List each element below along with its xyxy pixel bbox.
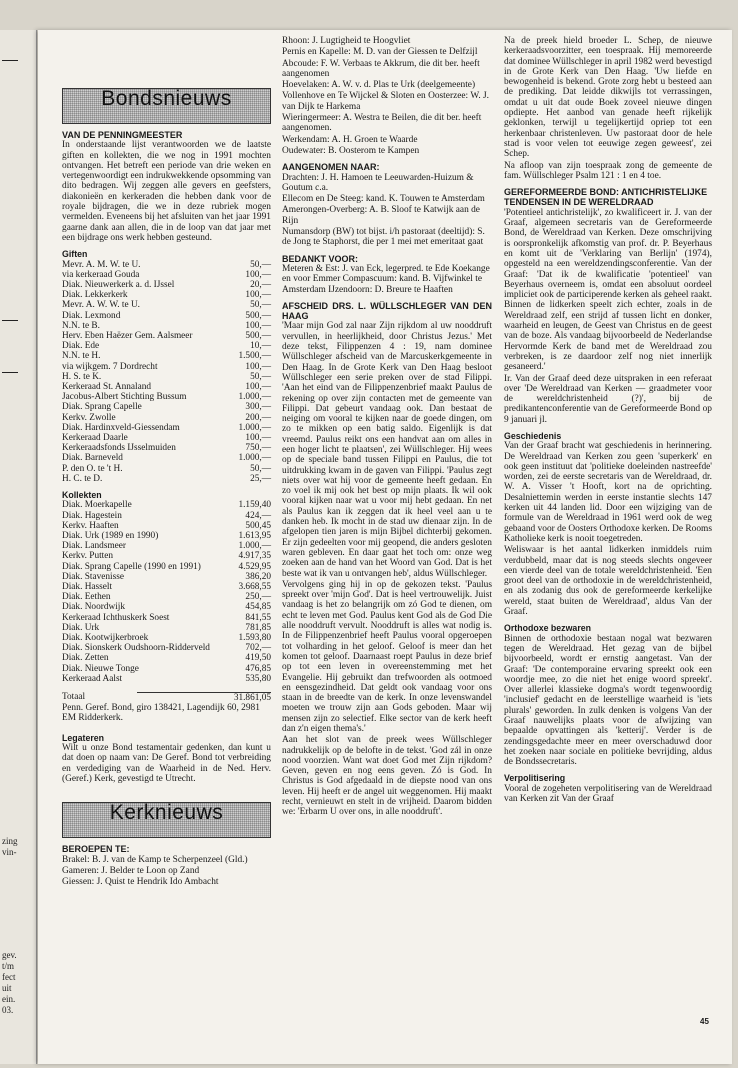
afscheid-paragraph: Na de preek hield broeder L. Schep, de nieuwe kerkeraadsvoorzitter, een toespraak. Hij memoreerde dat dominee Wüllschleger in april 1982 werd bevestigd in de Grote Kerk van Den Haag. 'Uw liefde en bewogenheid is bekend. Grote zorg hebt u besteed aan de prediking. Dat leidde dikwijls tot verrassingen, omdat u uit dat oude Boek zoveel nieuwe dingen opdiepte. Het aanbod van genade heeft rijkelijk geklonken, terwijl u tegelijkertijd opriep tot een herkenbaar christenleven. Uw pastoraat door de hele stad is voor velen tot eeuwige zegen geweest', zei Schep.: [504, 36, 712, 160]
column-3: [504, 36, 712, 805]
kollekte-amount: 419,50: [245, 653, 271, 664]
list-item: [62, 290, 271, 300]
gift-amount: 500,—: [245, 310, 271, 321]
gift-name: Diak. Lexmond: [62, 310, 121, 321]
bedankt-text: Meteren & Est: J. van Eck, legerpred. te Ede Koekange en voor Emmer Compascuum: kand. B. Vijfwinkel te Amsterdam IJzendoorn: D. Breure te Haaften: [282, 263, 490, 295]
list-item: [62, 562, 271, 572]
kollekte-amount: 4.529,95: [238, 561, 271, 572]
gift-amount: 20,—: [250, 279, 271, 290]
geschiedenis-paragraph: Van der Graaf bracht wat geschiedenis in herinnering. De Wereldraad van Kerken zou geen 'superkerk' en ook geen instituut dat 'politieke doeleinden nastreefde' worden, zei de eerste secretaris van de Wereldraad, dr. W. A. Visser 't Hooft, kort na de oprichting. Desalniettemin werden in eerste instantie slechts 147 kerken uit 44 landen lid. Door een wijziging van de formule van de Wereldraad in 1961 werd ook de weg gebaand voor de Oosters Orthodoxe kerken. De Rooms Katholieke kerk is nooit toegetreden.: [504, 441, 712, 544]
beroep-item: Brakel: B. J. van de Kamp te Scherpenzeel (Gld.): [62, 854, 248, 865]
afscheid-paragraph: Na afloop van zijn toespraak zong de gemeente de fam. Wüllschleger Psalm 121 : 1 en 4 toe.: [504, 160, 712, 181]
bedankt-heading: BEDANKT VOOR:: [282, 253, 358, 264]
beroep-item: Gameren: J. Belder te Loon op Zand: [62, 865, 200, 876]
kollekte-name: Diak. Hasselt: [62, 581, 113, 592]
list-item: [62, 270, 271, 280]
beroep-item: Wieringermeer: A. Westra te Beilen, die dit ber. heeft aangenomen.: [282, 113, 482, 134]
list-item: [62, 521, 271, 531]
aangenomen-item: Numansdorp (BW) tot bijst. i/h pastoraat (deeltijd): S. de Jong te Staphorst, die per 1 mei met emeritaat gaat: [282, 227, 485, 248]
giften-list: [62, 260, 271, 484]
giften-heading: Giften: [62, 249, 88, 260]
list-item: [62, 602, 271, 612]
afscheid-paragraph: 'Maar mijn God zal naar Zijn rijkdom al uw nooddruft vervullen, in heerlijkheid, door Christus Jezus.' Met deze tekst, Filippenzen 4 : 19, nam dominee Wüllschleger afscheid van de Marcuskerkgemeente in Den Haag. In de Grote Kerk van Den Haag besloot Wüllschleger een serie preken over de stad Filippi. 'Aan het eind van de Filippenzenbrief maakt Paulus de rekening op over zijn contacten met de gemeente van Filippi. Dat gebeurt vandaag ook. Dan bestaat de neiging om vooral te kijken naar de goede dingen, om zo te mikken op een batig saldo. Eigenlijk is dat vreemd. Paulus reikt ons een handvat aan om alles in een hoger licht te plaatsen', zei Wüllschleger. Hij wees op de speciale band tussen Filippi en Paulus, die tot uitdrukking kwam in de gaven van Filippi. 'Paulus zegt niets over wat hij voor de gemeente heeft gedaan. En zo voel ik mij ook het best op mijn plaats. Ik wil ook vooral kijken naar wat u voor mij hebt gedaan. En net als Paulus kan ik zeggen dat ik heel veel aan u te danken heb. Ik mocht in de stad uw dienaar zijn. In de afgelopen tien jaren is mijn Bijbel dichterbij gekomen. Er zijn gedeelten voor mij geopend, die anders gesloten waren gebleven. En daar gaat het toch om: onze weg zoeken aan de hand van het Woord van God. Dat is het beste wat ik van u ontvangen heb', aldus Wüllschleger.: [282, 321, 492, 579]
column-1: [62, 88, 271, 888]
prev-page-fragment: ein.: [2, 994, 16, 1004]
afscheid-paragraph: Aan het slot van de preek wees Wüllschleger nadrukkelijk op de belofte in de tekst. 'God zál in onze nood voorzien. Want wat doet God met Zijn rijkdom? Geven, geven en nog eens geven. Zó is God. In Christus is God afgedaald in de diepste nood van ons leven. Hij heeft er de angel uit weggenomen. Hij maakt recht, vernieuwt en stelt in de vrijheid. Daarom bidden we: 'Erbarm U over ons, in alle nooddruft'.: [282, 735, 492, 818]
gift-name: Kerkeraad Daarle: [62, 433, 128, 444]
list-item: [62, 643, 271, 653]
gift-amount: 25,—: [250, 473, 271, 484]
gift-name: Diak. Nieuwerkerk a. d. IJssel: [62, 279, 175, 290]
gift-amount: 750,—: [245, 443, 271, 454]
gift-amount: 500,—: [245, 330, 271, 341]
prev-page-fragment: t/m: [2, 961, 15, 971]
kollekte-name: Diak. Landsmeer: [62, 541, 127, 552]
gift-amount: 1.500,—: [238, 351, 271, 362]
kollekten-heading: Kollekten: [62, 490, 102, 501]
list-item: [62, 300, 271, 310]
kollekte-amount: 1.159,40: [238, 500, 271, 511]
list-item: [62, 341, 271, 351]
gift-name: via wijkgem. 7 Dordrecht: [62, 361, 158, 372]
gift-amount: 1.000,—: [238, 453, 271, 464]
kerknieuws-banner: [62, 802, 271, 838]
gift-name: Diak. Hardinxveld-Giessendam: [62, 422, 180, 433]
kollekte-name: Diak. Stavenisse: [62, 571, 124, 582]
list-item: [62, 582, 271, 592]
kollekte-amount: 841,55: [245, 612, 271, 623]
prev-page-fragment: vin-: [2, 847, 17, 857]
gift-name: Herv. Eben Haëzer Gem. Aalsmeer: [62, 330, 193, 341]
gereformeerde-paragraph: 'Potentieel antichristelijk', zo kwalificeert ir. J. van der Graaf, algemeen secretaris van de Gereformeerde Bond, de Wereldraad van Kerken. Deze omschrijving is oorspronkelijk afkomstig van prof. dr. P. Beyerhaus en komt uit de 'Verklaring van Berlijn' (1974), opgesteld na een wereldzendingsconferentie. Van der Graaf: 'Dat ik de kwalificatie 'potentieel' van Beyerhaus overneem is, omdat een absoluut oordeel impliciet ook de participerende kerken als geheel raakt. Binnen de lidkerken speelt zich echter, zoals in de Wereldraad zelf, een strijd af tussen licht en donker, waarheid en leugen, de Geest van Christus en de geest van de boze. Als vandaag bijvoorbeeld de Nederlandse Hervormde Kerk de band met de Wereldraad zou verbreken, is ze daardoor zelf nog niet innerlijk gesaneerd.': [504, 207, 712, 373]
kollekte-amount: 3.668,55: [238, 581, 271, 592]
beroep-item: Vollenhove en Te Wijckel & Sloten en Oosterzee: W. J. van Dijk te Harkema: [282, 91, 489, 112]
kollekte-name: Diak. Moerkapelle: [62, 500, 132, 511]
list-item: [62, 443, 271, 453]
aangenomen-item: Amerongen-Overberg: A. B. Sloof te Katwijk aan de Rijn: [282, 205, 480, 226]
kollekte-amount: 476,85: [245, 663, 271, 674]
gift-amount: 10,—: [250, 341, 271, 352]
geschiedenis-heading: Geschiedenis: [504, 430, 562, 441]
list-item: [62, 500, 271, 510]
beroep-item: Rhoon: J. Lugtigheid te Hoogvliet: [282, 36, 411, 46]
gift-name: N.N. te H.: [62, 351, 101, 362]
gift-name: Kerkv. Zwolle: [62, 412, 116, 423]
previous-page-edge: [0, 30, 37, 1064]
kollekte-amount: 454,85: [245, 602, 271, 613]
list-item: [62, 413, 271, 423]
list-item: [62, 511, 271, 521]
list-item: [62, 331, 271, 341]
kollekte-name: Diak. Nieuwe Tonge: [62, 663, 139, 674]
beroepen-heading: BEROEPEN TE:: [62, 844, 130, 855]
gift-name: Diak. Sprang Capelle: [62, 402, 142, 413]
kollekte-name: Diak. Urk (1989 en 1990): [62, 530, 159, 541]
list-item: [62, 362, 271, 372]
kollekte-name: Kerkeraad Aalst: [62, 673, 123, 684]
gift-name: H. C. te D.: [62, 473, 103, 484]
gift-amount: 100,—: [245, 320, 271, 331]
aangenomen-item: Ellecom en De Steeg: kand. K. Touwen te Amsterdam: [282, 194, 485, 205]
gift-name: H. S. te K.: [62, 371, 102, 382]
list-item: [62, 280, 271, 290]
bondsnieuws-banner: [62, 88, 271, 124]
kollekte-name: Diak. Sionskerk Oudshoorn-Ridderveld: [62, 643, 210, 654]
list-item: [62, 260, 271, 270]
gift-amount: 1.000,—: [238, 422, 271, 433]
list-item: [62, 372, 271, 382]
list-item: [62, 392, 271, 402]
beroep-item: Oudewater: B. Oosterom te Kampen: [282, 145, 420, 156]
list-item: [62, 664, 271, 674]
beroep-item: Giessen: J. Quist te Hendrik Ido Ambacht: [62, 877, 219, 888]
list-item: [62, 592, 271, 602]
kollekten-list: [62, 500, 271, 684]
page-number: 45: [700, 1017, 709, 1026]
gift-amount: 200,—: [245, 412, 271, 423]
gift-name: Kerkeraadsfonds IJsselmuiden: [62, 443, 176, 454]
list-item: [62, 351, 271, 361]
list-item: [62, 423, 271, 433]
gift-name: Kerkeraad St. Annaland: [62, 382, 152, 392]
gift-name: Mevr. A. W. W. te U.: [62, 300, 140, 311]
kollekte-name: Kerkeraad Ichthuskerk Soest: [62, 612, 170, 623]
gereformeerde-paragraph: Ir. Van der Graaf deed deze uitspraken in een referaat over 'De Wereldraad van Kerken — graadmeter voor de wereldchristenheid (?)', bij de predikantenconferentie van de Gereformeerde Bond op 9 januari jl.: [504, 373, 712, 425]
kollekte-name: Diak. Eethen: [62, 592, 111, 603]
kollekte-amount: 500,45: [245, 520, 271, 531]
legateren-text: Wilt u onze Bond testamentair gedenken, dan kunt u dat doen op naam van: De Geref. Bond tot verbreiding en verdediging van de Waarheid in de Ned. Herv. (Geref.) Kerk, gevestigd te Utrecht.: [62, 743, 271, 784]
list-item: [62, 433, 271, 443]
list-item: [62, 474, 271, 484]
gift-amount: 50,—: [250, 371, 271, 382]
orthodoxe-heading: Orthodoxe bezwaren: [504, 623, 592, 634]
list-item: [62, 541, 271, 551]
kollekte-name: Diak. Zetten: [62, 653, 109, 664]
gift-name: Diak. Barneveld: [62, 453, 123, 464]
kerknieuws-banner-title: Kerknieuws: [109, 801, 224, 825]
list-item: [62, 653, 271, 663]
kollekte-name: Diak. Noordwijk: [62, 602, 126, 613]
list-item: [62, 623, 271, 633]
prev-page-fragment: fect: [2, 972, 16, 982]
aangenomen-heading: AANGENOMEN NAAR:: [282, 162, 380, 173]
list-item: [62, 613, 271, 623]
gift-amount: 300,—: [245, 402, 271, 413]
total-amount: 31.861,05: [137, 692, 271, 703]
kollekte-name: Kerkv. Putten: [62, 551, 114, 562]
list-item: [62, 464, 271, 474]
kollekte-amount: 535,80: [245, 673, 271, 684]
list-item: [62, 572, 271, 582]
bondsnieuws-banner-title: Bondsnieuws: [101, 87, 232, 110]
gift-amount: 100,—: [245, 269, 271, 280]
gift-name: Mevr. A. M. W. te U.: [62, 259, 141, 270]
kollekte-name: Diak. Kootwijkerbroek: [62, 632, 149, 643]
list-item: [62, 453, 271, 463]
list-item: [62, 633, 271, 643]
beroep-item: Hoevelaken: A. W. v. d. Plas te Urk (deelgemeente): [282, 80, 476, 91]
kollekte-amount: 702,—: [245, 643, 271, 654]
kollekte-name: Diak. Urk: [62, 622, 100, 633]
column-2: [282, 36, 492, 819]
beroep-item: Werkendam: A. H. Groen te Waarde: [282, 134, 418, 145]
kollekte-name: Diak. Sprang Capelle (1990 en 1991): [62, 561, 201, 572]
aangenomen-item: Drachten: J. H. Hamoen te Leeuwarden-Huizum & Goutum c.a.: [282, 172, 474, 193]
gift-amount: 50,—: [250, 259, 271, 270]
gift-amount: 50,—: [250, 300, 271, 311]
legateren-heading: Legateren: [62, 732, 105, 743]
gift-amount: 100,—: [245, 433, 271, 444]
gift-name: via kerkeraad Gouda: [62, 269, 140, 280]
gift-amount: 100,—: [245, 382, 271, 392]
kollekte-amount: 781,85: [245, 622, 271, 633]
verpolitisering-paragraph: Vooral de zogeheten verpolitisering van de Wereldraad van Kerken zit Van der Graaf: [504, 783, 712, 805]
gift-amount: 100,—: [245, 361, 271, 372]
prev-page-fragment: gev.: [2, 950, 17, 960]
gift-amount: 1.000,—: [238, 392, 271, 403]
penningmeester-text: In onderstaande lijst verantwoorden we de laatste giften en kollekten, die we nog in 1991 mochten ontvangen. Het betreft een periode van drie weken en vertegenwoordigt een indrukwekkende opsomming van dito bedragen. Wij zeggen alle gevers en geefsters, diakonieën en kerkeraden die hebben dank voor de royale bijdragen, die we in deze rubriek mogen vermelden. Eveneens bij het afsluiten van het jaar 1991 gaarne dank aan allen, die in de loop van dat jaar met een bijdrage ons werk hebben gesteund.: [62, 140, 271, 243]
prev-page-fragment: zing: [2, 836, 18, 846]
gift-name: Diak. Ede: [62, 341, 100, 352]
list-item: [62, 311, 271, 321]
kollekte-amount: 1.613,95: [238, 530, 271, 541]
kollekte-amount: 250,—: [245, 592, 271, 603]
list-item: [62, 382, 271, 392]
kollekte-amount: 1.593,80: [238, 632, 271, 643]
list-item: [62, 674, 271, 684]
gift-name: Diak. Lekkerkerk: [62, 290, 128, 301]
penningmeester-heading: VAN DE PENNINGMEESTER: [62, 130, 183, 140]
list-item: [62, 551, 271, 561]
kollekte-name: Diak. Hagestein: [62, 510, 122, 521]
beroep-item: Abcoude: F. W. Verbaas te Akkrum, die dit ber. heeft aangenomen: [282, 58, 480, 79]
list-item: [62, 402, 271, 412]
afscheid-paragraph: Vervolgens ging hij in op de gekozen tekst. 'Paulus spreekt over 'mijn God'. Dat is heel vertrouwelijk. Juist vandaag is het zo belangrijk om zó God te dienen, om echt te leven met God. Paulus kent God als de God Die alle nooddruft vervult. Nooddruft is alles wat nodig is. In de Filippenzenbrief heeft Paulus vooral opgeroepen tot volharding in het geloof. Geloof is meer dan het komen tot geloof. Daarnaast roept Paulus in deze brief op tot een leven in overeenstemming met het Evangelie. Hij gebruikt dan trefwoorden als ootmoed en eensgezindheid. Dat geldt ook vandaag voor ons staan in de breedte van de kerk. In onze levenswandel moeten we trouw zijn aan Gods geboden. Maar wij mensen zijn zo selectief. Elke sector van de kerk heeft dan z'n eigen thema's.': [282, 579, 492, 734]
gift-name: Jacobus-Albert Stichting Bussum: [62, 392, 187, 403]
gift-amount: 50,—: [250, 463, 271, 474]
gift-amount: 100,—: [245, 290, 271, 301]
bank-details: Penn. Geref. Bond, giro 138421, Lagendijk 60, 2981 EM Ridderkerk.: [62, 703, 260, 724]
kollekte-amount: 386,20: [245, 571, 271, 582]
list-item: [62, 531, 271, 541]
gift-name: P. den O. te 't H.: [62, 463, 123, 474]
beroep-item: Pernis en Kapelle: M. D. van der Giessen te Delfzijl: [282, 47, 478, 58]
total-label: Totaal: [62, 692, 86, 703]
kollekte-amount: 1.000,—: [238, 541, 271, 552]
kollekte-amount: 4.917,35: [238, 551, 271, 562]
kollekte-amount: 424,—: [245, 510, 271, 521]
list-item: [62, 321, 271, 331]
total-row: [62, 692, 271, 703]
verpolitisering-heading: Verpolitisering: [504, 773, 566, 784]
geschiedenis-paragraph: Weliswaar is het aantal lidkerken inmiddels ruim verdubbeld, maar dat is nog steeds slechts ongeveer een vierde deel van de totale wereldchristenheid. 'Een groot deel van de orthodoxie in de wereldchristenheid, en als zodanig dus ook de gereformeerde kerkelijke wereld, staat buiten de Wereldraad', aldus Van der Graaf.: [504, 545, 712, 618]
kollekte-name: Kerkv. Haaften: [62, 520, 119, 531]
gereformeerde-bond-heading: GEREFORMEERDE BOND: ANTICHRISTELIJKE TENDENSEN IN DE WERELDRAAD: [504, 187, 708, 208]
afscheid-heading: AFSCHEID DRS. L. WÜLLSCHLEGER VAN DEN HAAG: [282, 300, 492, 322]
orthodoxe-paragraph: Binnen de orthodoxie bestaan nogal wat bezwaren tegen de Wereldraad. Het gezag van de bijbel bijvoorbeeld, wordt er ernstig aangetast. Van der Graaf: 'De contemporaine ervaring spreekt ook een woordje mee, zo die niet het enige woord spreekt'. Over allerlei klassieke dogma's wordt tegenwoordig 'inclusief' gedacht en de leerstellige waarheid is 'iets plurals' geworden. In zulk denken is volgens Van der Graaf nauwelijks plaats voor de afwijzing van bepaalde opvattingen als 'ketterij'. Verder is de zendingsgedachte meer en meer overschaduwd door het zoeken naar sociale en politieke bevrijding, aldus de Bondssecretaris.: [504, 633, 712, 768]
prev-page-fragment: uit: [2, 983, 12, 993]
gift-name: N.N. te B.: [62, 320, 100, 331]
prev-page-fragment: 03.: [2, 1005, 14, 1015]
